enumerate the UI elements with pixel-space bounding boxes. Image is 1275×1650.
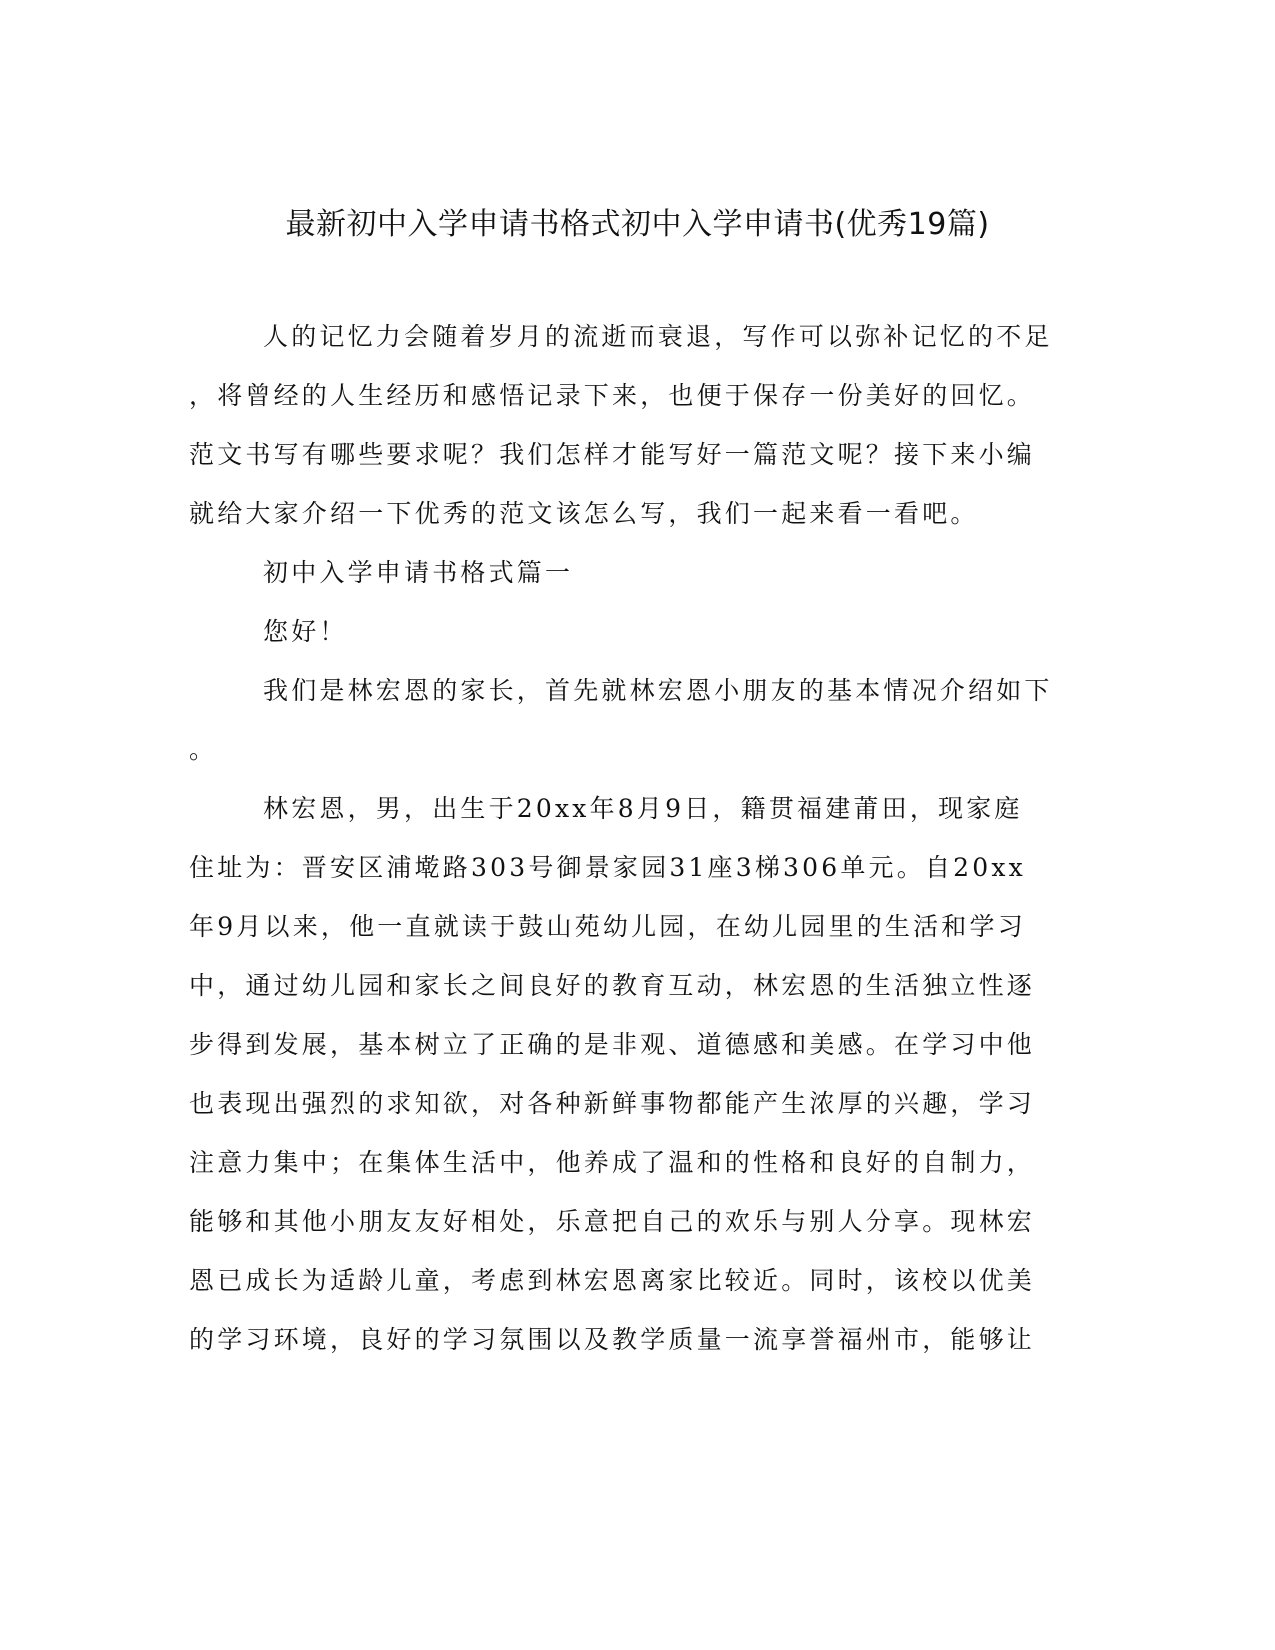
paragraph-line: 住址为：晋安区浦墘路303号御景家园31座3梯306单元。自20xx xyxy=(189,853,1026,882)
paragraph-line: 我们是林宏恩的家长，首先就林宏恩小朋友的基本情况介绍如下 xyxy=(263,676,1053,705)
paragraph-line: 恩已成长为适龄儿童，考虑到林宏恩离家比较近。同时，该校以优美 xyxy=(189,1266,1036,1295)
paragraph-line: 。 xyxy=(189,735,218,764)
paragraph-line: 也表现出强烈的求知欲，对各种新鲜事物都能产生浓厚的兴趣，学习 xyxy=(189,1089,1036,1118)
paragraph-line: 注意力集中；在集体生活中，他养成了温和的性格和良好的自制力， xyxy=(189,1148,1036,1177)
paragraph-line: 人的记忆力会随着岁月的流逝而衰退，写作可以弥补记忆的不足 xyxy=(263,322,1053,351)
paragraph-line: 年9月以来，他一直就读于鼓山苑幼儿园，在幼儿园里的生活和学习 xyxy=(189,912,1026,941)
paragraph-line: 能够和其他小朋友友好相处，乐意把自己的欢乐与别人分享。现林宏 xyxy=(189,1207,1036,1236)
paragraph-line: 就给大家介绍一下优秀的范文该怎么写，我们一起来看一看吧。 xyxy=(189,499,979,528)
document-title: 最新初中入学申请书格式初中入学申请书(优秀19篇) xyxy=(285,207,990,242)
paragraph-line: 中，通过幼儿园和家长之间良好的教育互动，林宏恩的生活独立性逐 xyxy=(189,971,1036,1000)
paragraph-line: ，将曾经的人生经历和感悟记录下来，也便于保存一份美好的回忆。 xyxy=(189,381,1036,410)
salutation: 您好！ xyxy=(263,617,348,646)
paragraph-line: 林宏恩，男，出生于20xx年8月9日，籍贯福建莆田，现家庭 xyxy=(263,794,1023,823)
paragraph-line: 的学习环境，良好的学习氛围以及教学质量一流享誉福州市，能够让 xyxy=(189,1325,1036,1354)
paragraph-line: 步得到发展，基本树立了正确的是非观、道德感和美感。在学习中他 xyxy=(189,1030,1036,1059)
section-heading: 初中入学申请书格式篇一 xyxy=(263,558,574,587)
paragraph-line: 范文书写有哪些要求呢？我们怎样才能写好一篇范文呢？接下来小编 xyxy=(189,440,1036,469)
